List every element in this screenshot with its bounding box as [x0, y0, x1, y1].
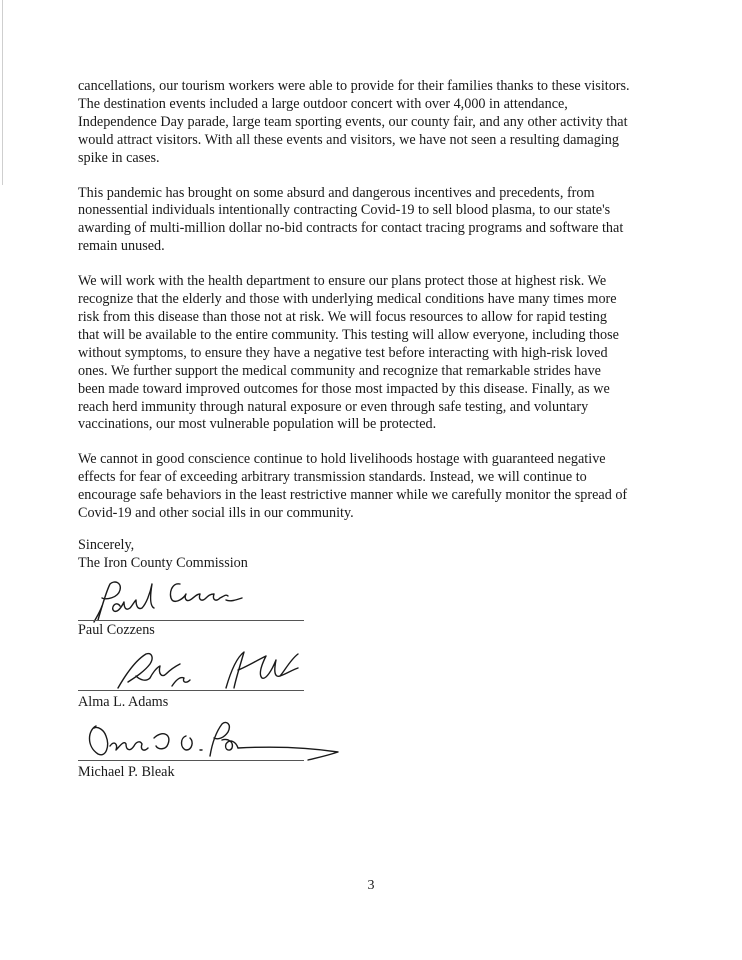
- text-line: Independence Day parade, large team sporting events, our county fair, and any other activity that: [78, 113, 628, 130]
- paragraph-tourism: [78, 78, 646, 168]
- letter-body: [78, 78, 646, 540]
- text-line: that will be available to the entire community. This testing will allow everyone, including those: [78, 326, 619, 343]
- signature-line: [78, 690, 304, 691]
- text-line: The destination events included a large outdoor concert with over 4,000 in attendance,: [78, 95, 568, 112]
- paragraph-incentives: [78, 185, 646, 257]
- signature-block-2: [76, 648, 316, 710]
- text-line: effects for fear of exceeding arbitrary transmission standards. Instead, we will continue to: [78, 469, 587, 486]
- closing-block: [78, 537, 248, 573]
- handwritten-signature-2: [76, 648, 316, 694]
- handwritten-signature-3: [76, 716, 346, 764]
- scan-edge-line: [2, 0, 3, 185]
- text-line: cancellations, our tourism workers were able to provide for their families thanks to these visitors.: [78, 78, 630, 94]
- text-line: nonessential individuals intentionally contracting Covid-19 to sell blood plasma, to our state's: [78, 202, 611, 219]
- text-line: We cannot in good conscience continue to hold livelihoods hostage with guaranteed negative: [78, 451, 606, 468]
- paragraph-conscience: [78, 451, 646, 523]
- text-line: remain unused.: [78, 238, 165, 255]
- text-line: This pandemic has brought on some absurd and dangerous incentives and precedents, from: [78, 184, 595, 201]
- text-line: We will work with the health department to ensure our plans protect those at highest risk. We: [78, 273, 607, 290]
- text-line: been made toward improved outcomes for those most impacted by this disease. Finally, as we: [78, 380, 610, 397]
- text-line: Covid-19 and other social ills in our community.: [78, 505, 354, 522]
- paragraph-health-department: [78, 273, 646, 434]
- text-line: risk from this disease than those not at risk. We will focus resources to allow for rapid testing: [78, 308, 607, 325]
- signatory-name-1: Paul Cozzens: [78, 622, 155, 638]
- page-number: 3: [367, 878, 375, 893]
- signatory-name-3: Michael P. Bleak: [78, 764, 175, 780]
- text-line: recognize that the elderly and those with underlying medical conditions have many times more: [78, 291, 617, 308]
- text-line: ones. We further support the medical community and recognize that remarkable strides have: [78, 362, 601, 379]
- text-line: would attract visitors. With all these events and visitors, we have not seen a resulting damaging: [78, 131, 619, 148]
- text-line: spike in cases.: [78, 149, 160, 166]
- signature-block-1: [76, 578, 316, 640]
- organization-name: The Iron County Commission: [78, 554, 248, 571]
- text-line: reach herd immunity through natural exposure or even through safe testing, and voluntary: [78, 398, 589, 415]
- signatory-name-2: Alma L. Adams: [78, 694, 169, 710]
- signature-line: [78, 620, 304, 621]
- salutation: Sincerely,: [78, 537, 135, 553]
- text-line: vaccinations, our most vulnerable population will be protected.: [78, 416, 437, 433]
- text-line: without symptoms, to ensure they have a negative test before interacting with high-risk loved: [78, 344, 608, 361]
- signature-block-3: [76, 716, 316, 782]
- text-line: encourage safe behaviors in the least restrictive manner while we carefully monitor the spread of: [78, 487, 628, 504]
- text-line: awarding of multi-million dollar no-bid contracts for contact tracing programs and software that: [78, 220, 624, 237]
- signature-line: [78, 760, 304, 761]
- handwritten-signature-1: [76, 578, 256, 626]
